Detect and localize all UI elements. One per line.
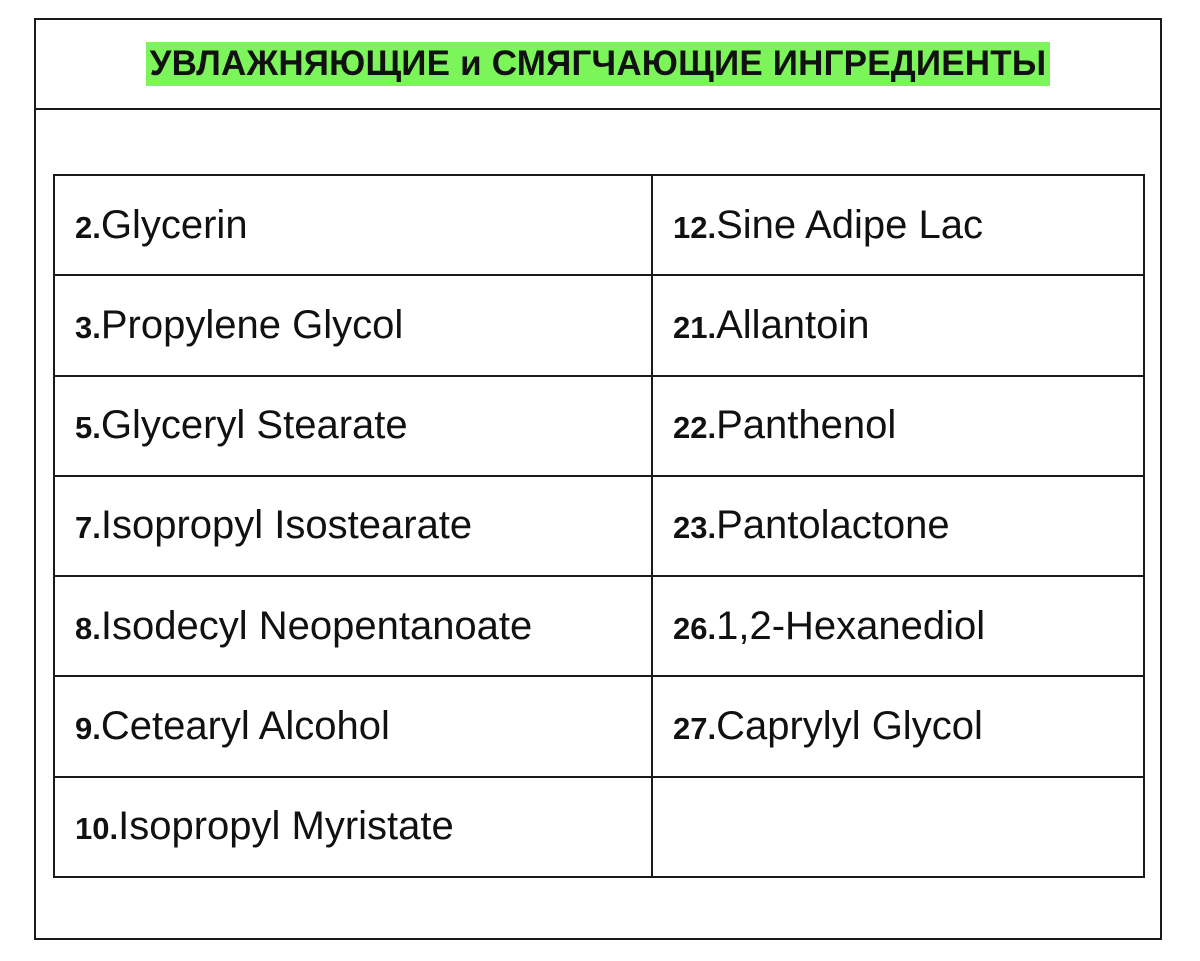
table-row [54, 676, 1144, 776]
table-cell [652, 275, 1144, 375]
ingredient-name: Pantolactone [716, 503, 950, 548]
ingredient-number: 12. [673, 209, 717, 245]
ingredient-number: 8. [75, 610, 101, 646]
page-title: УВЛАЖНЯЮЩИЕ и СМЯГЧАЮЩИЕ ИНГРЕДИЕНТЫ [146, 42, 1051, 86]
table-cell [54, 676, 652, 776]
ingredient-name: Cetearyl Alcohol [100, 704, 390, 749]
ingredient-number: 23. [673, 510, 717, 546]
ingredient-number: 7. [75, 510, 101, 546]
table-row [54, 275, 1144, 375]
header-row [36, 20, 1160, 110]
ingredient-name: Glyceryl Stearate [100, 403, 408, 448]
ingredient-name: Propylene Glycol [100, 302, 404, 347]
ingredient-name: Isopropyl Myristate [118, 804, 454, 849]
table-row [54, 376, 1144, 476]
table-row [54, 777, 1144, 877]
table-cell [652, 175, 1144, 275]
table-row [54, 175, 1144, 275]
ingredient-name: Isopropyl Isostearate [100, 503, 473, 548]
table-cell [54, 376, 652, 476]
ingredient-name: Sine Adipe Lac [716, 202, 983, 247]
table-row [54, 476, 1144, 576]
ingredient-name: Panthenol [716, 403, 897, 448]
table-cell [652, 576, 1144, 676]
table-cell-empty [652, 777, 1144, 877]
table-cell [54, 275, 652, 375]
table-cell [54, 175, 652, 275]
table-cell [54, 777, 652, 877]
document-frame [34, 18, 1162, 940]
ingredient-number: 26. [673, 610, 717, 646]
ingredient-number: 3. [75, 309, 101, 345]
ingredient-number: 2. [75, 209, 101, 245]
ingredient-name: Caprylyl Glycol [716, 704, 983, 749]
ingredient-number: 9. [75, 711, 101, 747]
table-cell [652, 376, 1144, 476]
ingredient-number: 22. [673, 410, 717, 446]
ingredient-number: 5. [75, 410, 101, 446]
ingredient-name: Allantoin [716, 302, 870, 347]
ingredient-number: 21. [673, 309, 717, 345]
table-cell [652, 476, 1144, 576]
ingredient-name: 1,2-Hexanediol [716, 603, 986, 648]
table-cell [54, 576, 652, 676]
ingredient-name: Glycerin [100, 202, 248, 247]
ingredient-name: Isodecyl Neopentanoate [100, 603, 533, 648]
table-cell [54, 476, 652, 576]
ingredients-table [53, 174, 1145, 878]
table-row [54, 576, 1144, 676]
ingredient-number: 27. [673, 711, 717, 747]
ingredient-number: 10. [75, 811, 119, 847]
table-cell [652, 676, 1144, 776]
